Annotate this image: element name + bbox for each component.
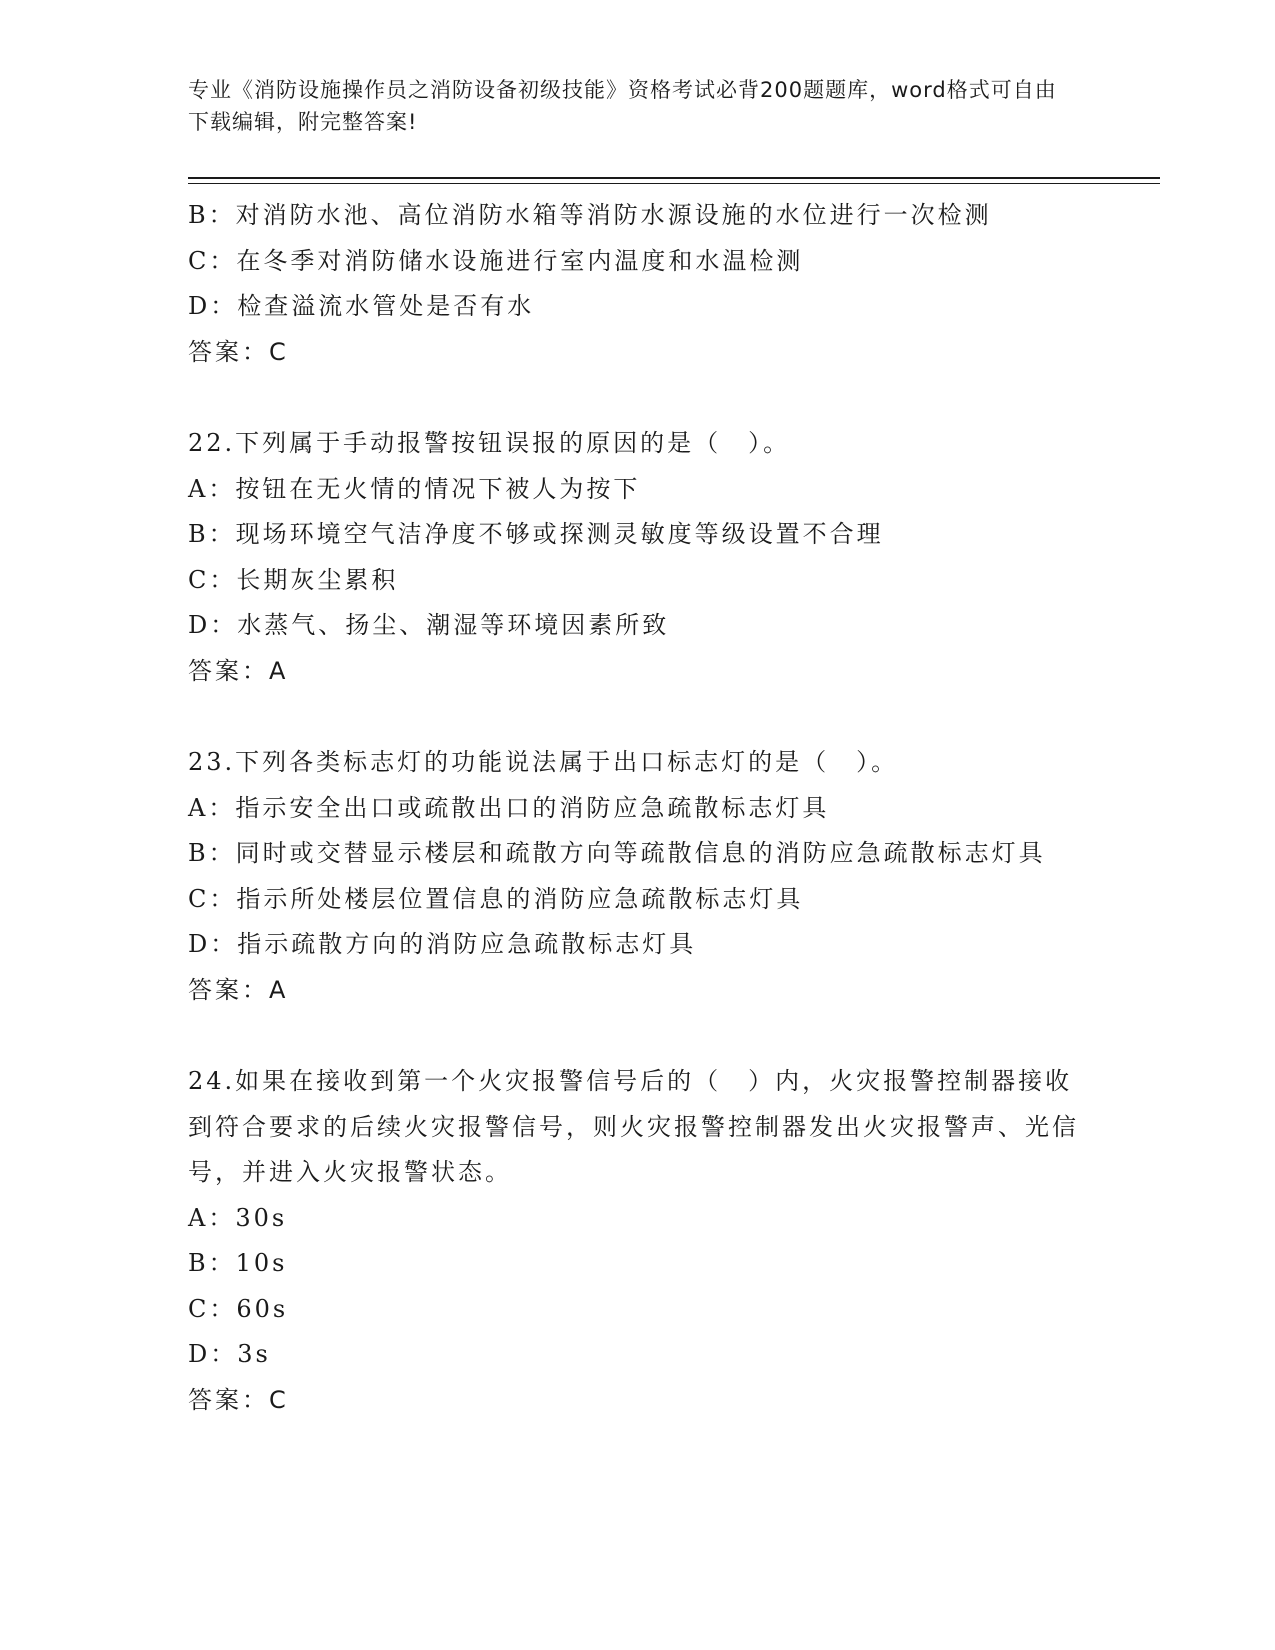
answer: 答案：A	[188, 656, 289, 685]
option-c: C：60s	[188, 1294, 289, 1323]
answer: 答案：A	[188, 975, 289, 1004]
option-c: C：在冬季对消防储水设施进行室内温度和水温检测	[188, 246, 804, 275]
answer: 答案：C	[188, 337, 289, 366]
header-divider-thick	[188, 177, 1160, 179]
option-b: B：同时或交替显示楼层和疏散方向等疏散信息的消防应急疏散标志灯具	[188, 839, 1046, 867]
option-a: A：按钮在无火情的情况下被人为按下	[188, 474, 641, 503]
option-c: C：指示所处楼层位置信息的消防应急疏散标志灯具	[188, 884, 804, 913]
option-c: C：长期灰尘累积	[188, 565, 399, 594]
option-d: D：3s	[188, 1340, 271, 1368]
question-stem: 24.如果在接收到第一个火灾报警信号后的（ ）内，火灾报警控制器接收到符合要求的后续火灾报警信号，则火灾报警控制器发出火灾报警声、光信号，并进入火灾报警状态。	[188, 1067, 1079, 1186]
answer: 答案：C	[188, 1385, 289, 1414]
question-23	[188, 740, 1083, 1013]
option-b: B：现场环境空气洁净度不够或探测灵敏度等级设置不合理	[188, 520, 884, 548]
question-stem: 22.下列属于手动报警按钮误报的原因的是（ ）。	[188, 429, 791, 457]
question-stem: 23.下列各类标志灯的功能说法属于出口标志灯的是（ ）。	[188, 748, 899, 776]
option-d: D：检查溢流水管处是否有水	[188, 292, 535, 320]
option-a: A：30s	[188, 1203, 288, 1232]
option-d: D：水蒸气、扬尘、潮湿等环境因素所致	[188, 611, 670, 639]
question-24	[188, 1059, 1083, 1423]
option-b: B：10s	[188, 1249, 288, 1277]
question-list	[188, 193, 1083, 1423]
document-header: 专业《消防设施操作员之消防设备初级技能》资格考试必背200题题库，word格式可自由下载编辑，附完整答案!	[188, 78, 1057, 134]
header-divider-thin	[188, 183, 1160, 184]
option-b: B：对消防水池、高位消防水箱等消防水源设施的水位进行一次检测	[188, 201, 992, 229]
option-d: D：指示疏散方向的消防应急疏散标志灯具	[188, 930, 697, 958]
question-22	[188, 421, 1083, 694]
option-a: A：指示安全出口或疏散出口的消防应急疏散标志灯具	[188, 793, 830, 822]
question-21-continued	[188, 193, 1083, 375]
